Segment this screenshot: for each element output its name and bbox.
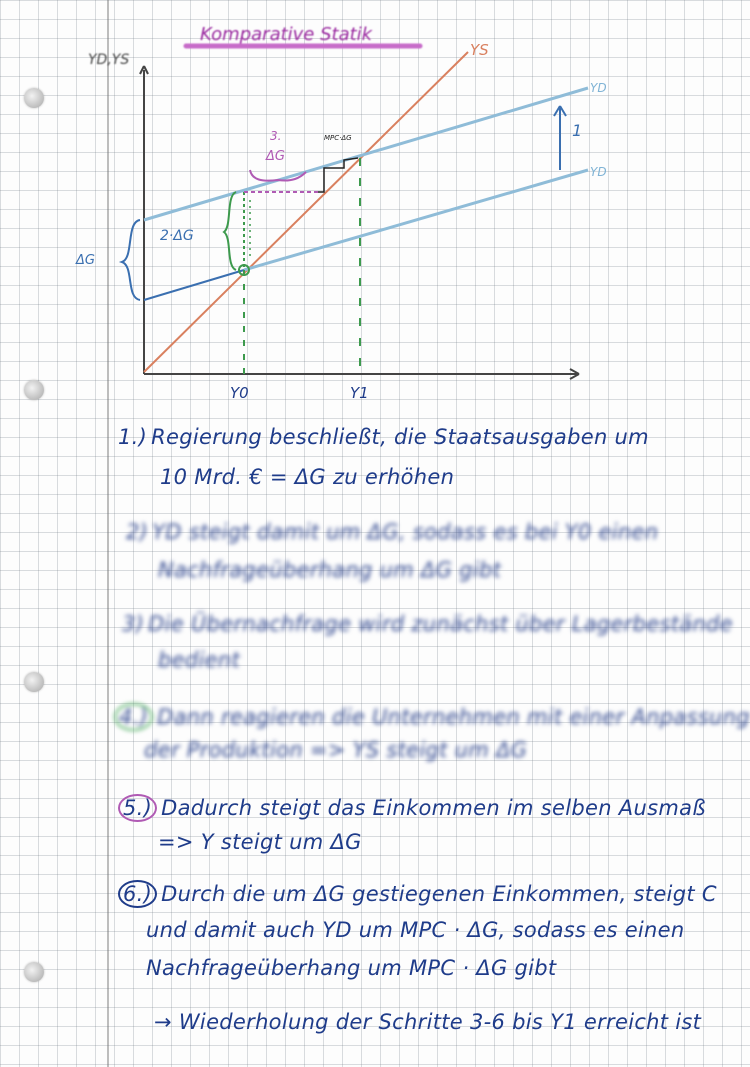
ys-label: YS [470,41,489,59]
yd0-line-left [144,270,244,300]
note-5 [118,794,706,822]
y0-label: Y0 [230,384,249,402]
note-3-number: 3) [122,612,145,636]
note-5-line-1: Dadurch steigt das Einkommen im selben Ausmaß [161,796,706,820]
note-4-cont: der Produktion => YS steigt um ΔG [144,738,528,762]
note-3 [122,612,733,636]
yd0-line [244,170,588,270]
note-4-line-1: Dann reagieren die Unternehmen mit einer Anpassung [157,705,750,729]
delta-g-left-label: ΔG [76,253,95,268]
delta-g-top-label: ΔG [266,149,285,164]
note-2 [126,520,658,544]
note-6-line-1: Durch die um ΔG gestiegenen Einkommen, steigt C [161,882,717,906]
diagram-title: Komparative Statik [200,24,373,45]
note-2-cont: Nachfrageüberhang um ΔG gibt [158,558,502,582]
yd1-line [144,88,588,220]
delta-g-top-num: 3. [270,129,282,143]
note-6-number: 6.) [118,880,157,908]
note-1-number: 1.) [118,425,148,449]
y-axis-label: YD,YS [88,52,130,68]
note-1-line-1: Regierung beschließt, die Staatsausgaben um [151,425,649,449]
note-3-line-1: Die Übernachfrage wird zunächst über Lagerbestände [148,612,733,636]
y1-label: Y1 [350,384,369,402]
keynesian-cross-diagram [0,0,750,420]
green-brace [224,192,236,270]
punch-hole [24,962,44,982]
note-7: → Wiederholung der Schritte 3-6 bis Y1 erreicht ist [154,1010,702,1034]
note-5-number: 5.) [118,794,157,822]
note-4 [114,703,750,731]
punch-hole [24,672,44,692]
ys-line [144,52,468,372]
note-1 [118,425,649,449]
mpc-dg-label: MPC·ΔG [324,134,352,142]
note-1-cont: 10 Mrd. € = ΔG zu erhöhen [160,465,455,489]
delta-g-brace [122,220,140,300]
note-2-line-1: YD steigt damit um ΔG, sodass es bei Y0 einen [152,520,659,544]
note-2-number: 2) [126,520,149,544]
note-6 [118,880,717,908]
shift-arrow-label: 1 [572,121,583,140]
note-6-line-3: Nachfrageüberhang um MPC · ΔG gibt [146,956,557,980]
yd0-label: YD [590,165,607,179]
note-4-number: 4.) [114,703,153,731]
note-3-cont: bedient [158,648,240,672]
two-delta-g-label: 2·ΔG [160,228,194,244]
note-5-cont: => Y steigt um ΔG [158,830,362,854]
yd1-label: YD [590,81,607,95]
note-6-line-2: und damit auch YD um MPC · ΔG, sodass es einen [146,918,685,942]
